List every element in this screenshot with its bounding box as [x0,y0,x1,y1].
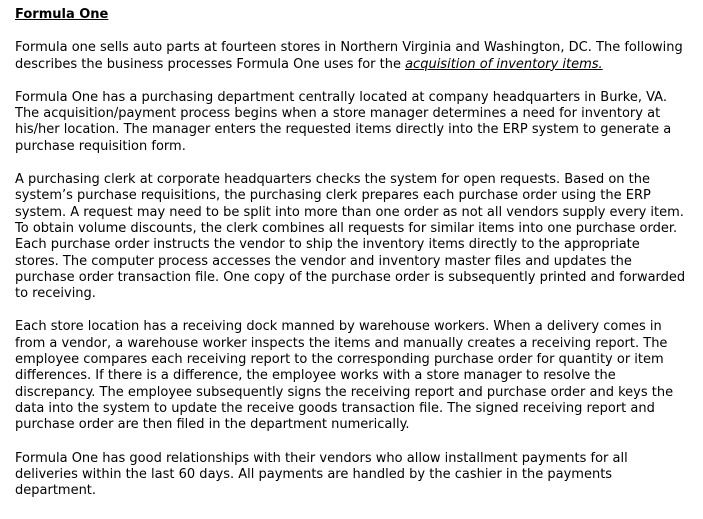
intro-text: Formula one sells auto parts at fourteen stores in Northern Virginia and Washington, DC. The following describes the business processes Formula One uses for the [15,40,683,72]
paragraph-receiving-dock: Each store location has a receiving dock manned by warehouse workers. When a delivery comes in from a vendor, a warehouse worker inspects the items and manually creates a receiving report. The employee compares each receiving report to the corresponding purchase order for quantity or item differences. If there is a difference, the employee works with a store manager to resolve the discrepancy. The employee subsequently signs the receiving report and purchase order and keys the data into the system to update the receive goods transaction file. The signed receiving report and purchase order are then filed in the department numerically. [15,319,674,433]
intro-paragraph [15,40,687,73]
document-title: Formula One [15,7,109,22]
intro-emphasis: acquisition of inventory items. [405,56,603,72]
paragraph-purchasing-clerk: A purchasing clerk at corporate headquarters checks the system for open requests. Based on the system’s purchase requisitions, the purchasing clerk prepares each purchase order using the ERP system. A request may need to be split into more than one order as not all vendors supply every item. To obtain volume discounts, the clerk combines all requests for similar items into one purchase order. Each purchase order instructs the vendor to ship the inventory items directly to the appropriate stores. The computer process accesses the vendor and inventory master files and updates the purchase order transaction file. One copy of the purchase order is subsequently printed and forwarded to receiving. [15,172,686,302]
paragraph-vendor-payments: Formula One has good relationships with their vendors who allow installment payments for all deliveries within the last 60 days. All payments are handled by the cashier in the payments department. [15,450,628,499]
document-body [15,7,687,499]
paragraph-purchasing-department: Formula One has a purchasing department centrally located at company headquarters in Burke, VA. The acquisition/payment process begins when a store manager determines a need for inventory at his/her location. The manager enters the requested items directly into the ERP system to generate a purchase requisition form. [15,89,672,154]
